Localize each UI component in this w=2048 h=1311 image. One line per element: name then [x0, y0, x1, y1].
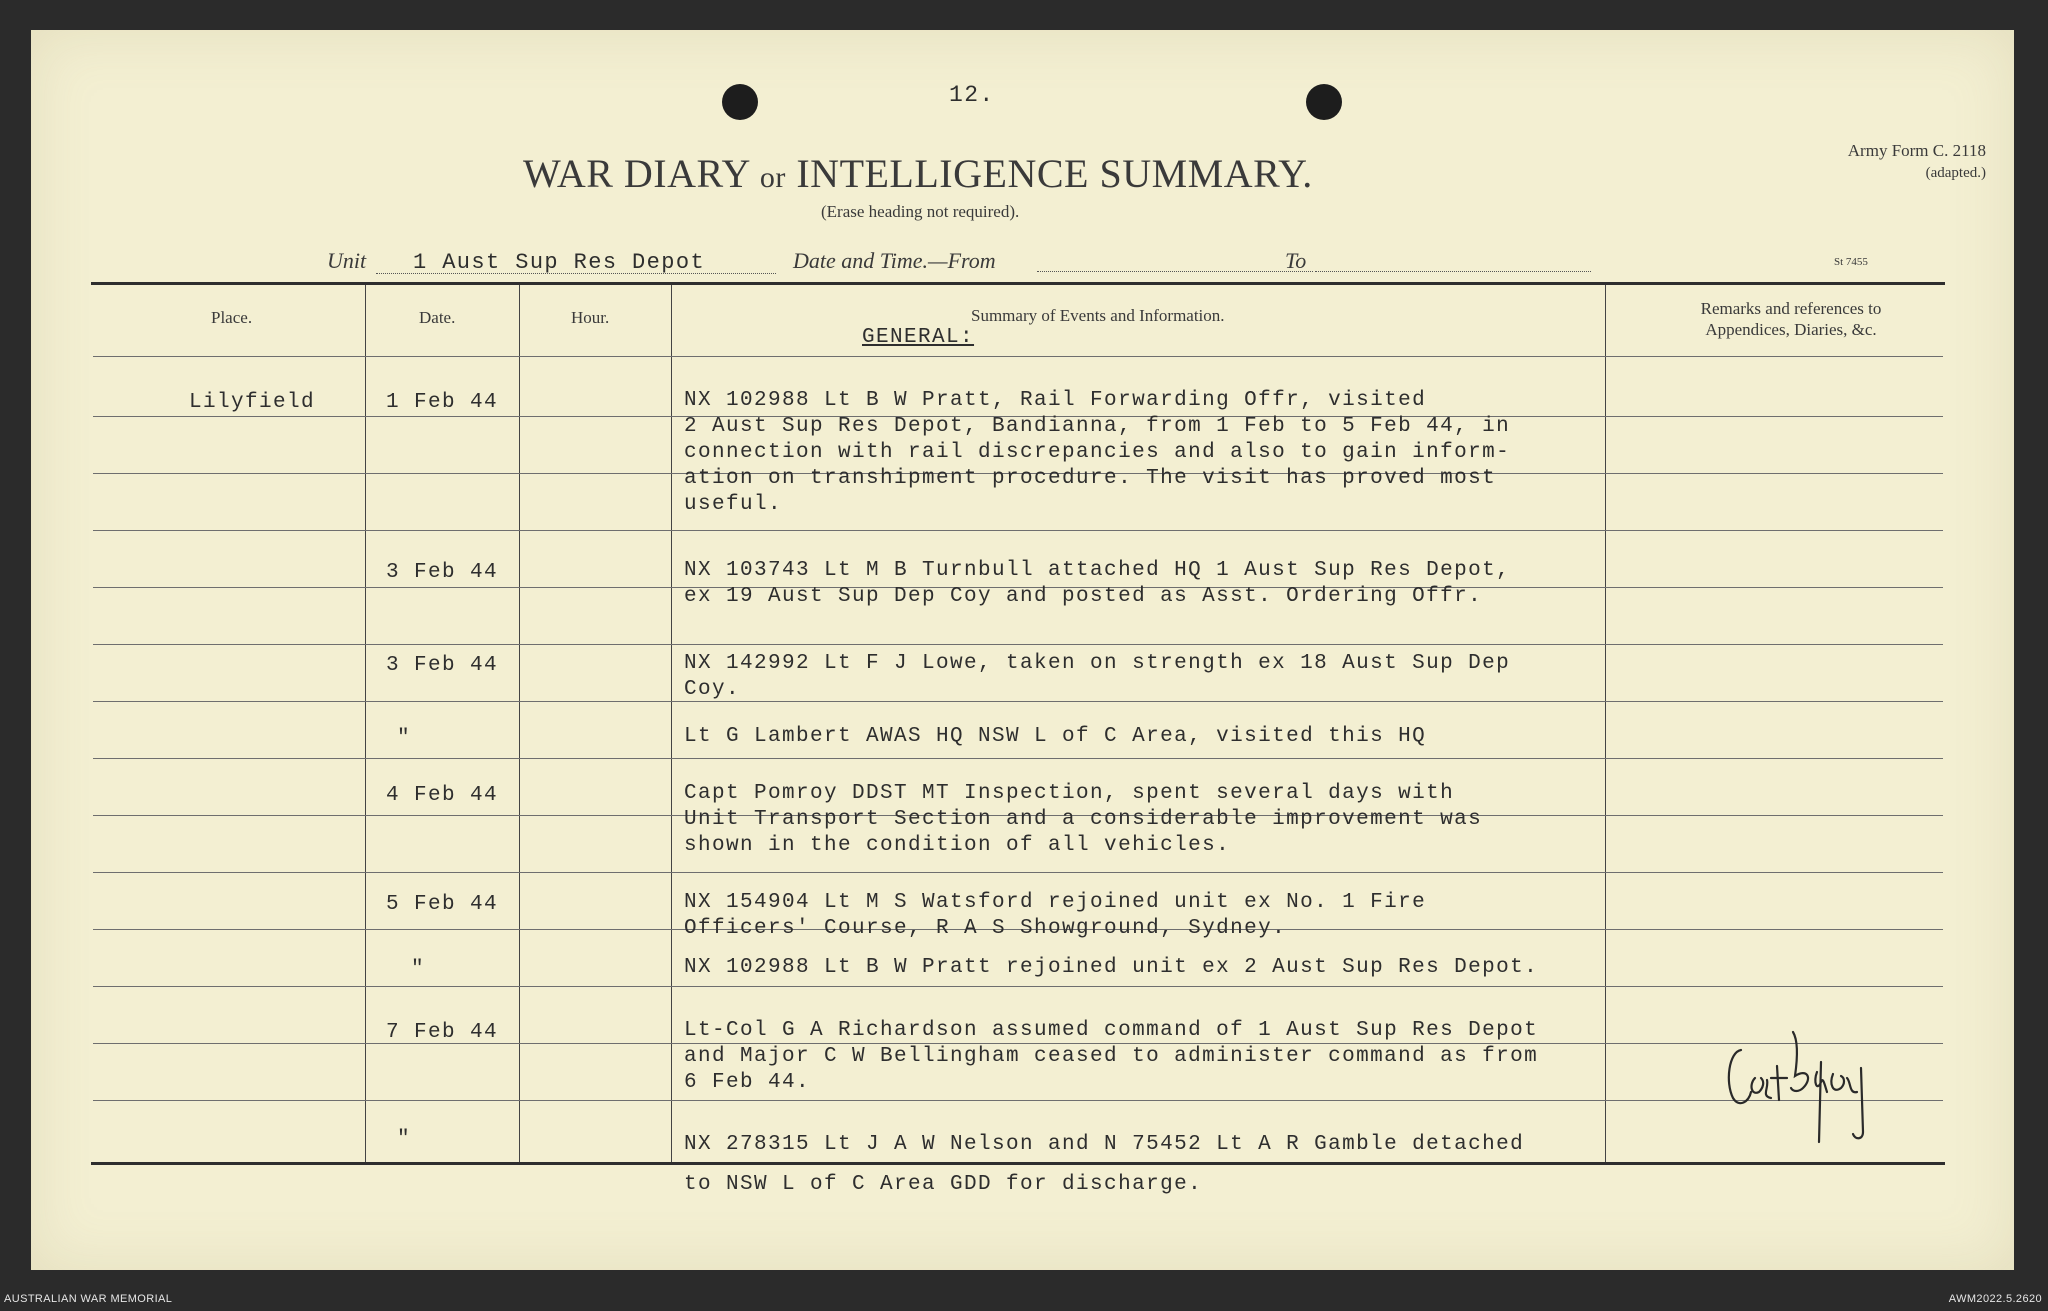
- subtitle: (Erase heading not required).: [821, 202, 1020, 221]
- column-header-place: Place.: [211, 308, 253, 327]
- entry-text: [684, 388, 1510, 518]
- entry-line: NX 102988 Lt B W Pratt, Rail Forwarding Offr, visited: [684, 389, 1427, 412]
- entry-date: ": [397, 727, 412, 750]
- stock-code: St 7455: [1834, 256, 1868, 268]
- entry-text: [684, 1125, 1524, 1205]
- war-diary-page: [31, 30, 2014, 1270]
- entry-line: NX 102988 Lt B W Pratt rejoined unit ex 2 Aust Sup Res Depot.: [684, 956, 1539, 979]
- page-title: [523, 150, 1313, 197]
- row-rule: [93, 986, 1943, 987]
- page-number: 12.: [949, 82, 995, 108]
- entry-date: 5 Feb 44: [386, 893, 499, 916]
- entry-line: ex 19 Aust Sup Dep Coy and posted as Asst. Ordering Offr.: [684, 585, 1483, 608]
- entry-line: ation on transhipment procedure. The visit has proved most: [684, 467, 1497, 490]
- entry-date: 7 Feb 44: [386, 1021, 499, 1044]
- column-header-remarks: [1661, 298, 1921, 340]
- remarks-line-2: Appendices, Diaries, &c.: [1705, 320, 1877, 339]
- punch-hole-right: [1306, 84, 1342, 120]
- entry-line: 2 Aust Sup Res Depot, Bandianna, from 1 Feb to 5 Feb 44, in: [684, 415, 1511, 438]
- row-rule: [93, 644, 1943, 645]
- form-reference: [1848, 140, 1986, 184]
- row-rule: [93, 758, 1943, 759]
- entry-line: Coy.: [684, 678, 741, 701]
- entry-text: [684, 1018, 1538, 1096]
- entry-line: Officers' Course, R A S Showground, Sydney.: [684, 917, 1287, 940]
- signature: [1721, 1022, 1901, 1152]
- title-part2: INTELLIGENCE SUMMARY.: [796, 151, 1313, 196]
- to-label: To: [1285, 248, 1307, 273]
- entry-text: [684, 651, 1510, 703]
- table-top-rule: [91, 282, 1945, 285]
- date-time-label: Date and Time.—From: [793, 248, 996, 273]
- entry-line: to NSW L of C Area GDD for discharge.: [684, 1173, 1203, 1196]
- entry-line: NX 103743 Lt M B Turnbull attached HQ 1 Aust Sup Res Depot,: [684, 559, 1511, 582]
- entry-text: [684, 890, 1426, 942]
- entry-date: 1 Feb 44: [386, 391, 499, 414]
- entry-line: and Major C W Bellingham ceased to administer command as from: [684, 1045, 1539, 1068]
- entry-line: NX 154904 Lt M S Watsford rejoined unit ex No. 1 Fire: [684, 891, 1427, 914]
- entry-place: Lilyfield: [189, 391, 316, 414]
- entry-date: 3 Feb 44: [386, 654, 499, 677]
- entry-line: Lt-Col G A Richardson assumed command of 1 Aust Sup Res Depot: [684, 1019, 1539, 1042]
- entry-line: NX 142992 Lt F J Lowe, taken on strength ex 18 Aust Sup Dep: [684, 652, 1511, 675]
- form-adapted: (adapted.): [1925, 165, 1986, 181]
- row-rule: [93, 356, 1943, 357]
- title-or: or: [759, 161, 786, 194]
- form-name: Army Form C. 2118: [1847, 141, 1986, 160]
- entry-line: useful.: [684, 493, 783, 516]
- entry-date: ": [411, 958, 426, 981]
- entry-text: [684, 781, 1482, 859]
- row-rule: [93, 530, 1943, 531]
- entry-line: Lt G Lambert AWAS HQ NSW L of C Area, visited this HQ: [684, 725, 1427, 748]
- entry-date: 3 Feb 44: [386, 561, 499, 584]
- remarks-line-1: Remarks and references to: [1700, 299, 1882, 318]
- entry-text: [684, 558, 1510, 610]
- entry-line: Capt Pomroy DDST MT Inspection, spent several days with: [684, 782, 1455, 805]
- entry-date: ": [397, 1128, 412, 1151]
- column-header-hour: Hour.: [571, 308, 610, 327]
- unit-value: 1 Aust Sup Res Depot: [413, 250, 706, 275]
- row-rule: [93, 1100, 1943, 1101]
- entry-line: connection with rail discrepancies and also to gain inform-: [684, 441, 1511, 464]
- footer-reference: AWM2022.5.2620: [1948, 1293, 2042, 1305]
- entry-line: Unit Transport Section and a considerable improvement was: [684, 808, 1483, 831]
- title-part1: WAR DIARY: [523, 151, 750, 196]
- unit-label: Unit: [327, 248, 367, 273]
- punch-hole-left: [722, 84, 758, 120]
- column-header-summary: Summary of Events and Information.: [971, 306, 1225, 325]
- row-rule: [93, 872, 1943, 873]
- entry-line: NX 278315 Lt J A W Nelson and N 75452 Lt A R Gamble detached: [684, 1133, 1525, 1156]
- entry-date: 4 Feb 44: [386, 784, 499, 807]
- entry-line: shown in the condition of all vehicles.: [684, 834, 1231, 857]
- to-dotted-line: [1315, 271, 1591, 272]
- entry-text: [684, 955, 1538, 981]
- entry-line: 6 Feb 44.: [684, 1071, 811, 1094]
- column-header-date: Date.: [419, 308, 456, 327]
- section-heading: GENERAL:: [862, 326, 975, 349]
- footer-credit: AUSTRALIAN WAR MEMORIAL: [4, 1293, 173, 1305]
- from-dotted-line: [1037, 271, 1313, 272]
- entry-text: [684, 724, 1426, 750]
